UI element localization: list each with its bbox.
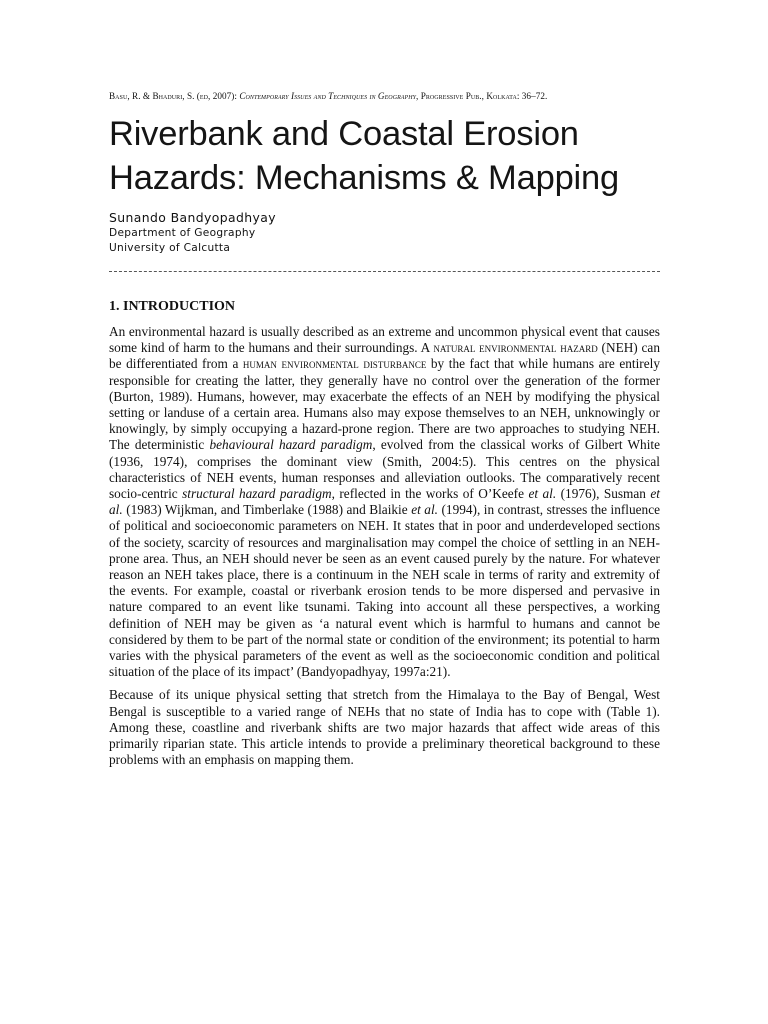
term-natural-environmental-hazard: natural environmental hazard [433, 340, 598, 356]
affiliation-university: University of Calcutta [109, 242, 231, 254]
term-behavioural-hazard-paradigm: behavioural hazard paradigm [209, 437, 373, 453]
citation-authors: Basu, R. & Bhaduri, S. (ed, 2007): [109, 91, 240, 101]
introduction-paragraph-2: Because of its unique physical setting that stretch from the Himalaya to the Bay of Bengal, West Bengal is susceptible to a varied range of NEHs that no state of India has to cope with (Table 1). Among these, coastline and riverbank shifts are two major hazards that affect wide areas of this primarily riparian state. This article intends to provide a preliminary theoretical background to these problems with an emphasis on mapping them. [109, 687, 660, 768]
author-name: Sunando Bandyopadhyay [109, 210, 276, 225]
para1-text-4: , evolved from the classical works of Gilbert White (1936, 1974), comprises the dominant view (Smith, 2004:5). This centres on the physical characteristics of NEH events, human responses and alleviation outlooks. The comparatively recent socio-centric [109, 437, 660, 502]
dashed-divider [109, 271, 660, 272]
para1-text-3: by the fact that while humans are entirely responsible for creating the latter, they generally have no control over the generation of the former (Burton, 1989). Humans, however, may exacerbate the effects of an NEH by modifying the physical setting or landuse of a certain area. Humans also may expose themselves to an NEH, unknowingly or knowingly, by simply occupying a hazard-prone region. There are two approaches to studying NEH. The deterministic [109, 356, 660, 453]
section-heading-introduction: 1. INTRODUCTION [109, 299, 236, 314]
paper-title-line-1: Riverbank and Coastal Erosion [109, 115, 579, 153]
introduction-paragraph-1 [109, 324, 660, 680]
para1-text-8: (1994), in contrast, stresses the influence of political and socioeconomic parameters on NEH. It states that in poor and underdeveloped sections of the society, scarcity of resources and marginalisation may compel the choice of settling in an NEH-prone area. Thus, an NEH should never be seen as an event caused purely by the nature. For whatever reason an NEH takes place, there is a continuum in the NEH scale in terms of rarity and extremity of the events. For example, coastal or riverbank erosion tends to be more dispersed and pervasive in nature compared to an event like tsunami. Taking into account all these perspectives, a working definition of NEH may be given as ‘a natural event which is harmful to humans and cannot be considered by them to be part of the normal state or condition of the environment; its potential to harm varies with the physical parameters of the event as well as the socioeconomic condition and political situation of the place of its impact’ (Bandyopadhyay, 1997a:21). [109, 502, 660, 680]
para1-text-6: (1976), Susman [556, 486, 651, 502]
para1-text-2: (NEH) can be differentiated from a [109, 340, 660, 372]
term-structural-hazard-paradigm: structural hazard paradigm [182, 486, 332, 502]
et-al-1: et al. [528, 486, 557, 502]
citation-book-title: Contemporary Issues and Techniques in Geography [239, 91, 416, 101]
term-human-environmental-disturbance: human environmental disturbance [242, 356, 427, 372]
et-al-2: et al. [109, 486, 661, 518]
para1-text-1: An environmental hazard is usually described as an extreme and uncommon physical event that causes some kind of harm to the humans and their surroundings. A [109, 324, 660, 356]
paper-title-line-2: Hazards: Mechanisms & Mapping [109, 159, 619, 197]
paper-title [109, 112, 660, 200]
paper-page [109, 90, 660, 768]
para1-text-5: , reflected in the works of O’Keefe [331, 486, 529, 502]
et-al-3: et al. [411, 502, 438, 518]
affiliation-department: Department of Geography [109, 227, 256, 239]
citation-header [109, 90, 660, 102]
para1-text-7: (1983) Wijkman, and Timberlake (1988) and Blaikie [122, 502, 412, 518]
citation-publisher: , Progressive Pub., Kolkata: 36–72. [416, 91, 548, 101]
